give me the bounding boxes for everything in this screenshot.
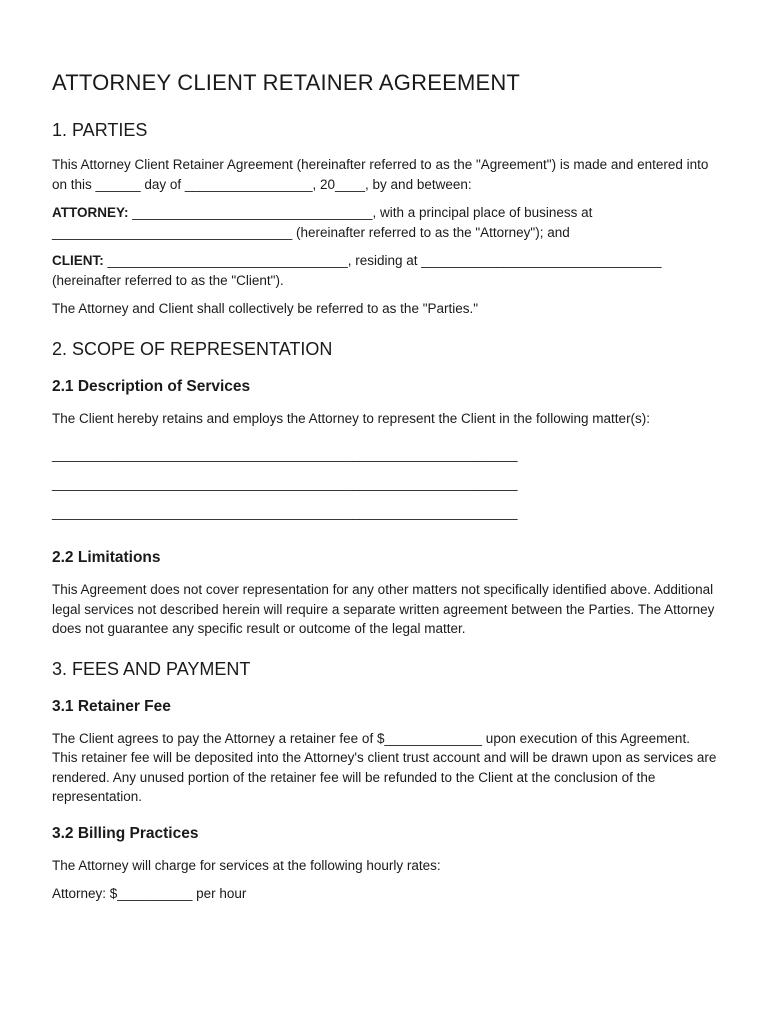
subsection-heading-billing: 3.2 Billing Practices — [52, 824, 199, 842]
client-text: ________________________________, residing at ________________________________ (hereinafter referred to as the "Client"). — [52, 253, 662, 288]
attorney-clause — [52, 203, 718, 242]
attorney-text: ________________________________, with a principal place of business at ________________________________ (hereinafter referred to as the "Attorney"); and — [52, 205, 593, 240]
subsection-heading-retainer-fee: 3.1 Retainer Fee — [52, 697, 171, 715]
parties-note: The Attorney and Client shall collectively be referred to as the "Parties." — [52, 301, 479, 316]
services-blank-lines — [52, 440, 718, 527]
client-clause — [52, 251, 718, 290]
services-text: The Client hereby retains and employs the Attorney to represent the Client in the following matter(s): — [52, 410, 651, 426]
attorney-label: ATTORNEY: — [52, 205, 129, 220]
subsection-heading-services: 2.1 Description of Services — [52, 377, 251, 395]
attorney-rate-line: Attorney: $__________ per hour — [52, 886, 247, 901]
retainer-fee-text: The Client agrees to pay the Attorney a retainer fee of $_____________ upon execution of this Agreement. This retainer fee will be deposited into the Attorney's client trust account and will be drawn upon as services are rendered. Any unused portion of the retainer fee will be refunded to the Client at the conclusion of the representation. — [52, 730, 717, 804]
section-heading-parties: 1. PARTIES — [52, 120, 148, 140]
billing-text: The Attorney will charge for services at the following hourly rates: — [52, 857, 441, 873]
section-heading-fees: 3. FEES AND PAYMENT — [52, 658, 251, 679]
limitations-text: This Agreement does not cover representation for any other matters not specifically identified above. Additional legal services not described herein will require a separate written agreement between the Parties. The Attorney does not guarantee any specific result or outcome of the legal matter. — [52, 582, 715, 636]
parties-intro: This Attorney Client Retainer Agreement (hereinafter referred to as the "Agreement") is made and entered into on this ______ day of _________________, 20____, by and between: — [52, 157, 709, 192]
client-label: CLIENT: — [52, 253, 104, 268]
subsection-heading-limitations: 2.2 Limitations — [52, 549, 161, 566]
document-title: ATTORNEY CLIENT RETAINER AGREEMENT — [52, 70, 521, 95]
blank-line: ______________________________________________________________ — [52, 476, 518, 491]
blank-line: ______________________________________________________________ — [52, 505, 518, 520]
blank-line: ______________________________________________________________ — [52, 447, 518, 462]
section-heading-scope: 2. SCOPE OF REPRESENTATION — [52, 338, 333, 359]
